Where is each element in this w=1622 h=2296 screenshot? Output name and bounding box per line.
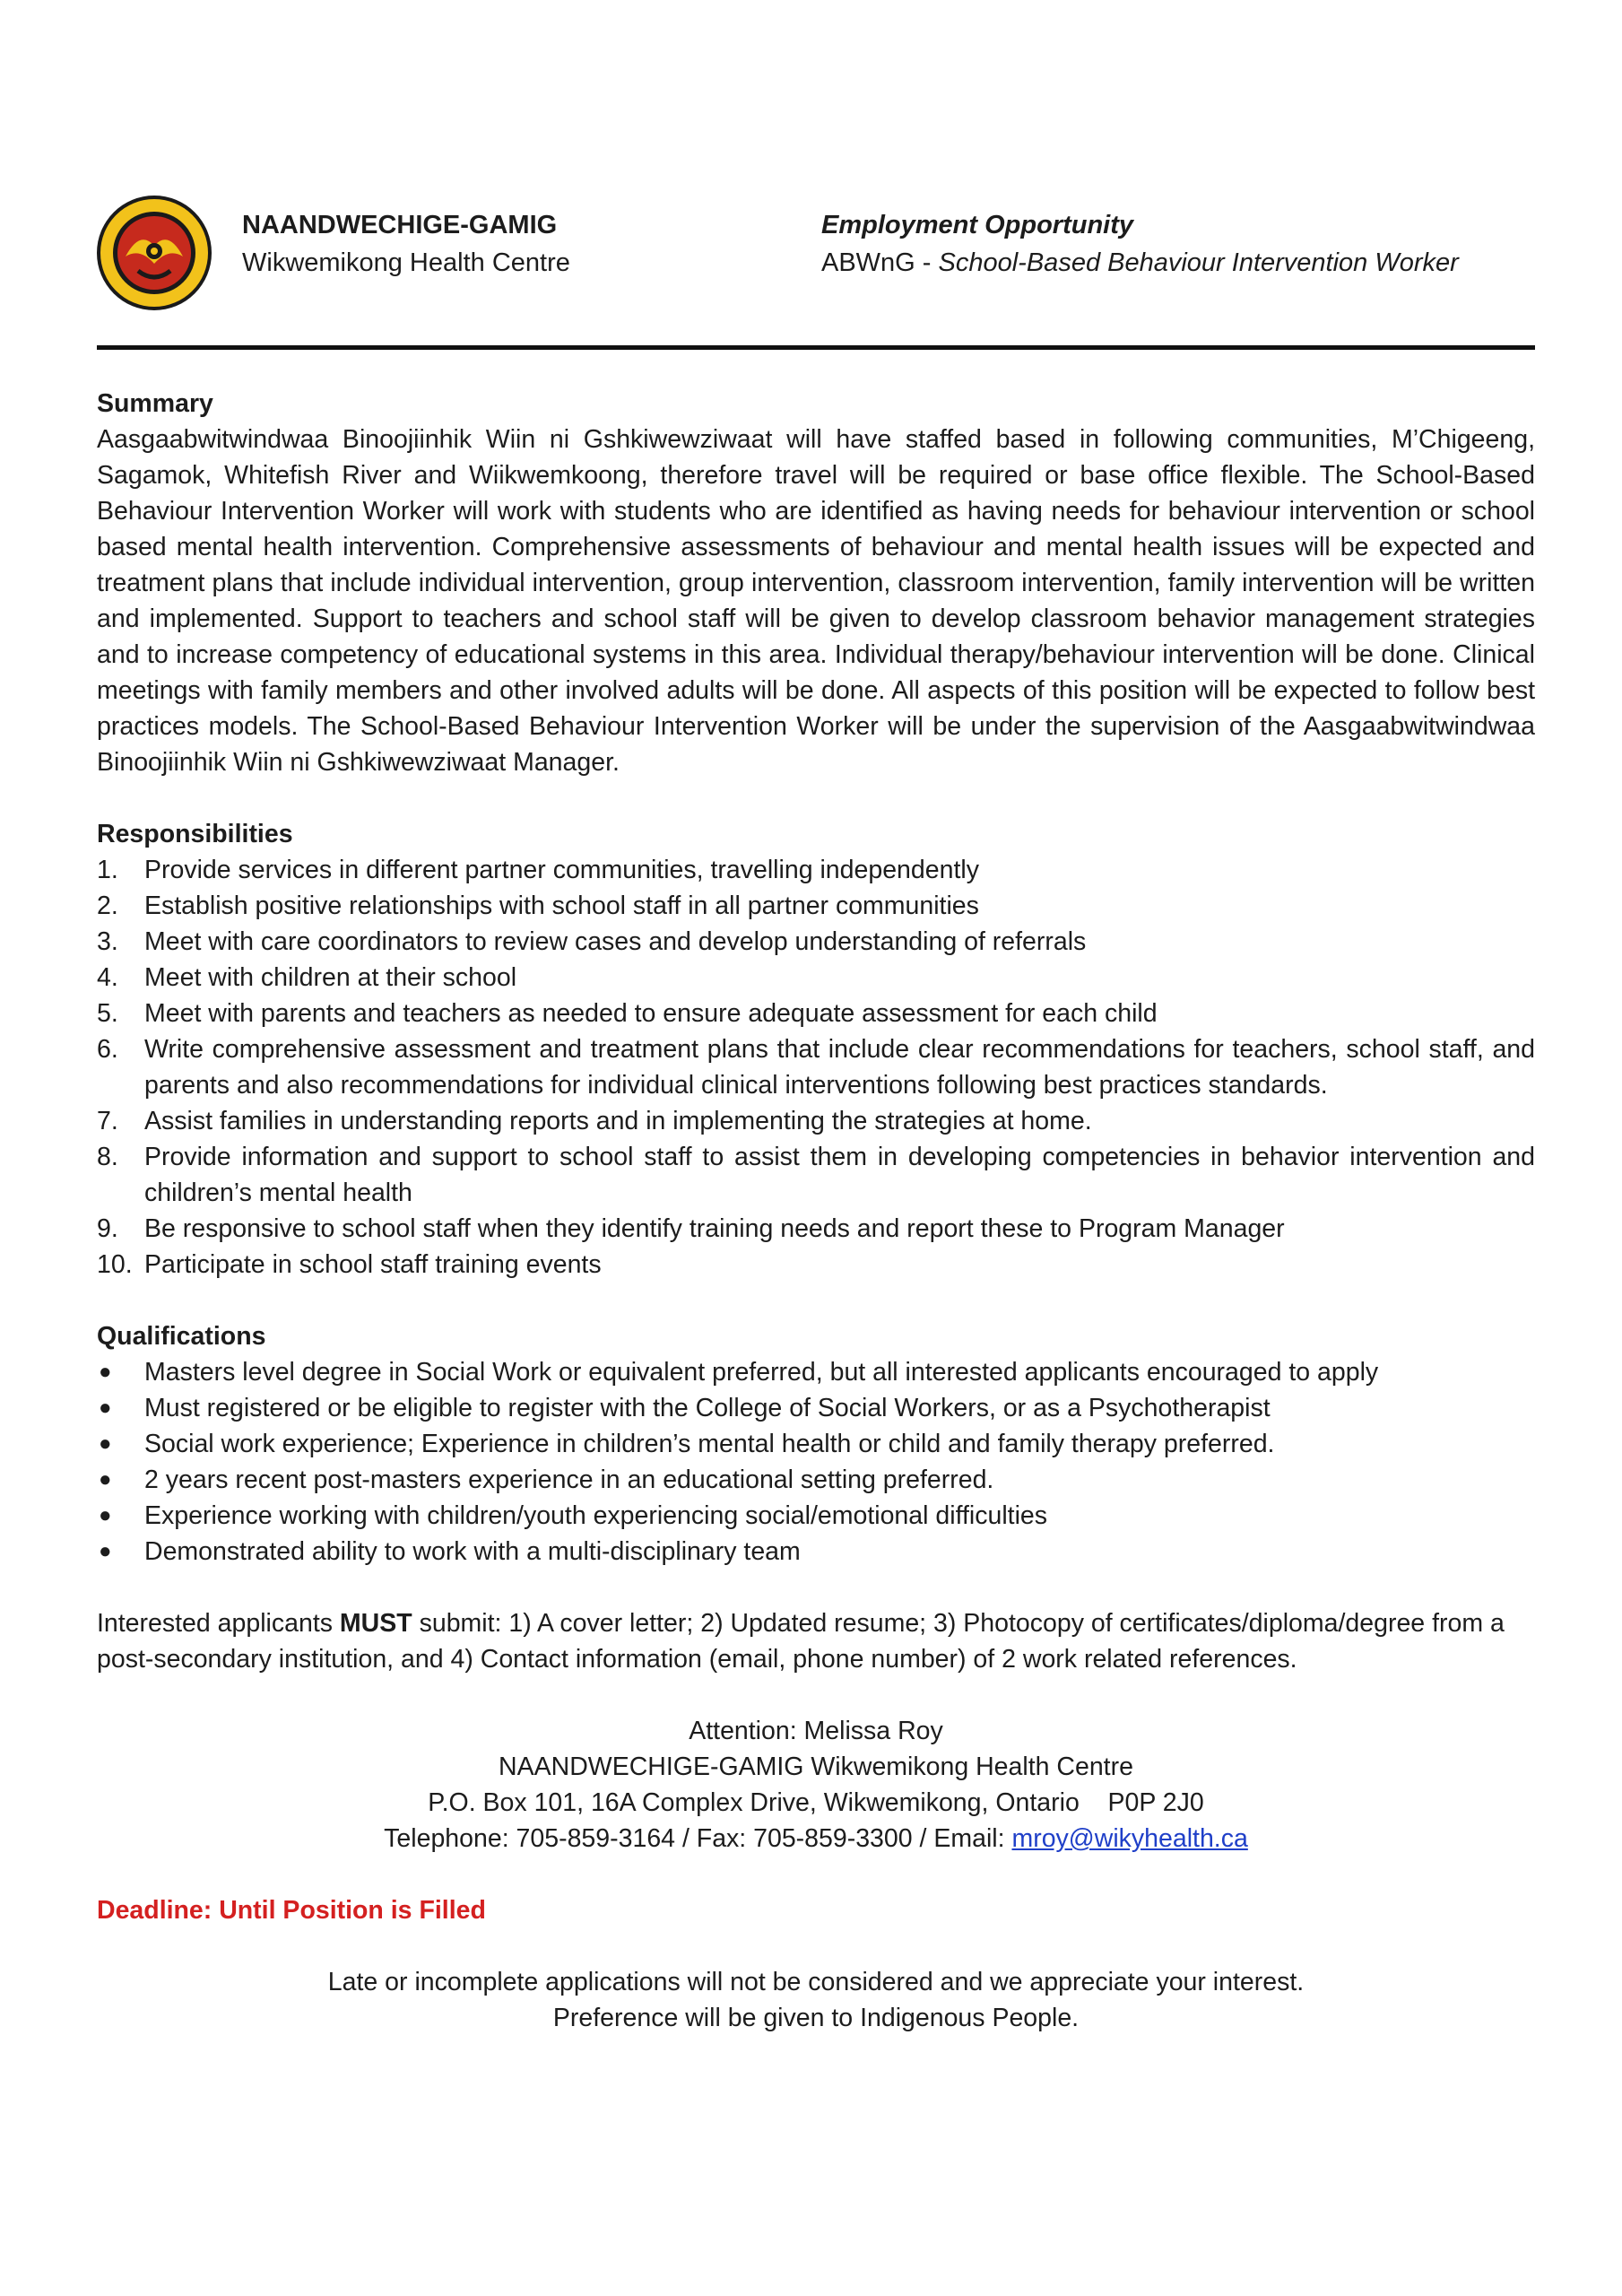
list-item: [97, 1390, 1535, 1426]
list-item: [97, 1354, 1535, 1390]
job-title-main: School-Based Behaviour Intervention Worker: [938, 248, 1459, 277]
bullet-icon: ●: [99, 1431, 112, 1456]
organization-subtitle: Wikwemikong Health Centre: [242, 248, 570, 277]
list-item: [97, 996, 1535, 1031]
list-number: 5.: [97, 999, 118, 1028]
list-item: [97, 1498, 1535, 1534]
list-item-text: Participate in school staff training events: [144, 1250, 602, 1279]
summary-text: Aasgaabwitwindwaa Binoojiinhik Wiin ni Gshkiwewziwaat will have staffed based in following communities, M’Chigeeng, Sagamok, Whitefish River and Wiikwemkoong, therefore travel will be required or base office flexible. The School-Based Behaviour Intervention Worker will work with students who are identified as having needs for behaviour intervention or school based mental health intervention. Comprehensive assessments of behaviour and mental health issues will be expected and treatment plans that include individual intervention, group intervention, classroom intervention, family intervention will be written and implemented. Support to teachers and school staff will be given to develop classroom behavior management strategies and to increase competency of educational systems in this area. Individual therapy/behaviour intervention will be done. Clinical meetings with family members and other involved adults will be done. All aspects of this position will be expected to follow best practices models. The School-Based Behaviour Intervention Worker will be under the supervision of the Aasgaabwitwindwaa Binoojiinhik Wiin ni Gshkiwewziwaat Manager.: [97, 425, 1535, 777]
contact-organization: NAANDWECHIGE-GAMIG Wikwemikong Health Centre: [499, 1752, 1133, 1781]
contact-phone-fax-email: [97, 1821, 1535, 1857]
list-item: [97, 1534, 1535, 1570]
list-item-text: Meet with care coordinators to review cases and develop understanding of referrals: [144, 927, 1087, 956]
organization-block: [242, 206, 570, 282]
application-intro-end: submit: 1) A cover letter; 2) Updated resume; 3) Photocopy of certificates/diploma/degree from a post-secondary institution, and 4) Contact information (email, phone number) of 2 work related references.: [97, 1609, 1505, 1674]
list-item: [97, 852, 1535, 888]
bullet-icon: ●: [99, 1467, 112, 1492]
responsibilities-list: [97, 852, 1535, 1283]
bullet-icon: ●: [99, 1360, 112, 1384]
list-item-text: Meet with children at their school: [144, 963, 517, 992]
list-number: 7.: [97, 1107, 118, 1135]
bullet-icon: ●: [99, 1539, 112, 1563]
list-item: [97, 1031, 1535, 1103]
list-item: [97, 1211, 1535, 1247]
list-number: 9.: [97, 1214, 118, 1243]
application-intro-start: Interested applicants: [97, 1609, 340, 1638]
bullet-icon: ●: [99, 1503, 112, 1527]
list-item-text: Provide services in different partner communities, travelling independently: [144, 856, 979, 884]
list-item: [97, 1462, 1535, 1498]
posting-body: [97, 386, 1535, 2036]
deadline-notice: Deadline: Until Position is Filled: [97, 1896, 486, 1925]
list-number: 10.: [97, 1250, 133, 1279]
list-item-text: Social work experience; Experience in children’s mental health or child and family therapy preferred.: [144, 1430, 1275, 1458]
spacer: [97, 1570, 1535, 1605]
job-title: [821, 244, 1459, 282]
spacer: [97, 1857, 1535, 1892]
contact-attention: Attention: Melissa Roy: [689, 1717, 943, 1745]
list-number: 8.: [97, 1143, 118, 1171]
list-item: [97, 924, 1535, 960]
list-number: 3.: [97, 927, 118, 956]
closing-line-1: Late or incomplete applications will not be considered and we appreciate your interest.: [327, 1968, 1305, 1996]
application-instructions: [97, 1605, 1535, 1677]
spacer: [97, 1928, 1535, 1964]
list-item: [97, 1103, 1535, 1139]
list-item-text: Write comprehensive assessment and treatment plans that include clear recommendations for teachers, school staff, and parents and also recommendations for individual clinical interventions following best practices standards.: [144, 1035, 1535, 1100]
closing-line-2: Preference will be given to Indigenous People.: [552, 2004, 1080, 2032]
list-item: [97, 888, 1535, 924]
application-must: MUST: [339, 1609, 412, 1638]
list-item: [97, 960, 1535, 996]
list-item: [97, 1426, 1535, 1462]
qualifications-heading: Qualifications: [97, 1322, 266, 1351]
header-divider: [97, 345, 1535, 350]
organization-name: NAANDWECHIGE-GAMIG: [242, 211, 558, 239]
contact-phone-fax: Telephone: 705-859-3164 / Fax: 705-859-3300 / Email:: [384, 1824, 1012, 1853]
responsibilities-heading: Responsibilities: [97, 820, 293, 848]
list-item-text: Masters level degree in Social Work or equivalent preferred, but all interested applicants encouraged to apply: [144, 1358, 1379, 1387]
list-number: 4.: [97, 963, 118, 992]
list-item: [97, 1247, 1535, 1283]
organization-logo-icon: [95, 194, 213, 312]
list-number: 1.: [97, 856, 118, 884]
spacer: [97, 1677, 1535, 1713]
list-item-text: Provide information and support to school staff to assist them in developing competencies in behavior intervention and children’s mental health: [144, 1143, 1535, 1207]
spacer: [97, 1283, 1535, 1318]
list-item-text: Meet with parents and teachers as needed to ensure adequate assessment for each child: [144, 999, 1158, 1028]
contact-address-text: P.O. Box 101, 16A Complex Drive, Wikwemikong, Ontario P0P 2J0: [428, 1788, 1204, 1817]
job-header: [821, 206, 1459, 282]
list-item-text: Establish positive relationships with school staff in all partner communities: [144, 891, 979, 920]
summary-heading: Summary: [97, 389, 213, 418]
spacer: [97, 780, 1535, 816]
list-item-text: Assist families in understanding reports and in implementing the strategies at home.: [144, 1107, 1092, 1135]
bullet-icon: ●: [99, 1396, 112, 1420]
qualifications-list: [97, 1354, 1535, 1570]
list-number: 6.: [97, 1035, 118, 1064]
job-title-prefix: ABWnG -: [821, 248, 939, 277]
job-label: Employment Opportunity: [821, 211, 1133, 239]
list-number: 2.: [97, 891, 118, 920]
contact-address: [97, 1785, 1535, 1821]
list-item-text: Be responsive to school staff when they identify training needs and report these to Program Manager: [144, 1214, 1285, 1243]
list-item: [97, 1139, 1535, 1211]
list-item-text: Experience working with children/youth experiencing social/emotional difficulties: [144, 1501, 1048, 1530]
list-item-text: 2 years recent post-masters experience in an educational setting preferred.: [144, 1465, 994, 1494]
email-link[interactable]: mroy@wikyhealth.ca: [1011, 1824, 1248, 1853]
list-item-text: Demonstrated ability to work with a multi-disciplinary team: [144, 1537, 801, 1566]
list-item-text: Must registered or be eligible to register with the College of Social Workers, or as a Psychotherapist: [144, 1394, 1271, 1422]
